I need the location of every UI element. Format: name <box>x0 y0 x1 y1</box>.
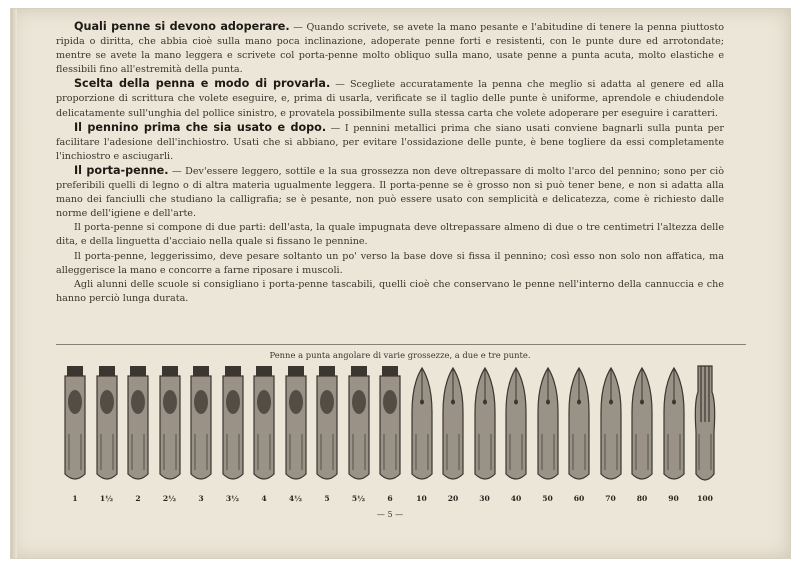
paragraph-scelta-penna: Scelta della penna e modo di provarla. — Scegliete accuratamente la penna che meglio si adatta al genere ed alla proporzione di scrittura che volete eseguire, e, prima di usarla, verificate se il taglio delle punte è uniforme, aprendole e chiudendole delicatamente sull'unghia del pollice sinistro, e provatela possibilmente sulla stessa carta che volete adoperare per eseguire i caratteri. <box>56 77 724 119</box>
paragraph-parti: Il porta-penne si compone di due parti: dell'asta, la quale impugnata deve oltrepassare almeno di due o tre centimetri l'altezza delle dita, e della linguetta d'acciaio nella quale si fissano le pennine. <box>56 222 724 248</box>
nib-17-label: 60 <box>573 494 585 503</box>
nib-13-drawing <box>438 362 468 492</box>
nib-12-label: 10 <box>416 494 427 503</box>
nib-15-label: 40 <box>510 494 522 503</box>
nib-8-drawing <box>281 362 311 492</box>
nib-3-label: 2 <box>135 494 141 503</box>
nib-13-label: 20 <box>447 494 459 503</box>
nib-9-drawing <box>312 362 342 492</box>
nib-19-drawing <box>627 362 657 492</box>
nib-9 <box>312 362 342 512</box>
nib-16-drawing <box>533 362 563 492</box>
nib-21 <box>690 362 720 512</box>
nib-14 <box>470 362 500 512</box>
nib-15-drawing <box>501 362 531 492</box>
nib-13 <box>438 362 468 512</box>
nib-1-drawing <box>60 362 90 492</box>
nib-10 <box>344 362 374 512</box>
nib-1-label: 1 <box>72 494 78 503</box>
nib-7 <box>249 362 279 512</box>
paragraph-alunni: Agli alunni delle scuole si consigliano i porta-penne tascabili, quelli cioè che conservano le penne nell'interno della cannuccia e che hanno perciò lunga durata. <box>56 278 724 304</box>
nib-8-label: 4½ <box>288 494 303 503</box>
nib-14-label: 30 <box>479 494 490 503</box>
paragraph-porta-penne: Il porta-penne. — Dev'essere leggero, sottile e la sua grossezza non deve oltrepassare di molto l'arco del pennino; sono per ciò preferibili quelli di legno o di altra materia ugualmente leggera. Il porta-penne se è grosso non si può tener bene, e non si adatta alla mano dei fanciulli che studiano la calligrafia; se è pesante, non può essere usato con semplicità e delicatezza, come è richiesto dalle norme dell'igiene e dell'arte. <box>56 163 724 220</box>
nib-illustration <box>60 362 740 512</box>
nib-18 <box>596 362 626 512</box>
nib-20-drawing <box>659 362 689 492</box>
nib-2-label: 1½ <box>99 494 114 503</box>
figure-caption: Penne a punta angolare di varie grossezze, a due e tre punte. <box>269 350 531 360</box>
paragraph-pennino: Il pennino prima che sia usato e dopo. — I pennini metallici prima che siano usati conviene bagnarli sulla punta per facilitare l'adesione dell'inchiostro. Usati che si abbiano, per evitare l'ossidazione delle punte, è bene togliere da essi completamente l'inchiostro e asciugarli. <box>56 120 724 162</box>
nib-16-label: 50 <box>542 494 553 503</box>
nib-14-drawing <box>470 362 500 492</box>
nib-5-label: 3 <box>198 494 204 503</box>
nib-11-label: 6 <box>387 494 393 503</box>
paragraph-leggerissimo: Il porta-penne, leggerissimo, deve pesare soltanto un po' verso la base dove si fissa il pennino; così esso non solo non affatica, ma alleggerisce la mano e concorre a farne riposare i muscoli. <box>56 250 724 276</box>
nib-15 <box>501 362 531 512</box>
nib-5-drawing <box>186 362 216 492</box>
nib-11-drawing <box>375 362 405 492</box>
nib-11 <box>375 362 405 512</box>
nib-8 <box>281 362 311 512</box>
nib-18-drawing <box>596 362 626 492</box>
nib-6-label: 3½ <box>225 494 240 503</box>
nib-17-drawing <box>564 362 594 492</box>
nib-10-label: 5½ <box>351 494 366 503</box>
nib-21-drawing <box>690 362 720 492</box>
nib-4 <box>155 362 185 512</box>
page-spine-shadow <box>11 9 17 558</box>
figure-divider <box>56 344 746 345</box>
nib-4-label: 2½ <box>162 494 177 503</box>
nib-6 <box>218 362 248 512</box>
nib-19 <box>627 362 657 512</box>
nib-10-drawing <box>344 362 374 492</box>
nib-17 <box>564 362 594 512</box>
instruction-text <box>56 20 724 306</box>
nib-3 <box>123 362 153 512</box>
nib-12-drawing <box>407 362 437 492</box>
nib-21-label: 100 <box>697 494 713 503</box>
nib-20-label: 90 <box>668 494 679 503</box>
nib-12 <box>407 362 437 512</box>
nib-19-label: 80 <box>636 494 648 503</box>
nib-2-drawing <box>92 362 122 492</box>
nib-9-label: 5 <box>324 494 330 503</box>
paragraph-quali-penne: Quali penne si devono adoperare. — Quando scrivete, se avete la mano pesante e l'abitudine di tenere la penna piuttosto ripida o diritta, che abbia cioè sulla mano poca inclinazione, adoperate penne forti e resistenti, con le punte dure ed arrotondate; mentre se avete la mano leggera e scrivete col porta-penne molto obliquo sulla mano, usate penne a punta acuta, molto elastiche e flessibili fino all'estremità della punta. <box>56 20 724 76</box>
nib-20 <box>659 362 689 512</box>
nib-3-drawing <box>123 362 153 492</box>
nib-5 <box>186 362 216 512</box>
nib-7-drawing <box>249 362 279 492</box>
page-number: — 5 — <box>376 510 404 519</box>
nib-4-drawing <box>155 362 185 492</box>
nib-18-label: 70 <box>605 494 616 503</box>
nib-2 <box>92 362 122 512</box>
nib-6-drawing <box>218 362 248 492</box>
nib-16 <box>533 362 563 512</box>
nib-1 <box>60 362 90 512</box>
nib-7-label: 4 <box>261 494 267 503</box>
